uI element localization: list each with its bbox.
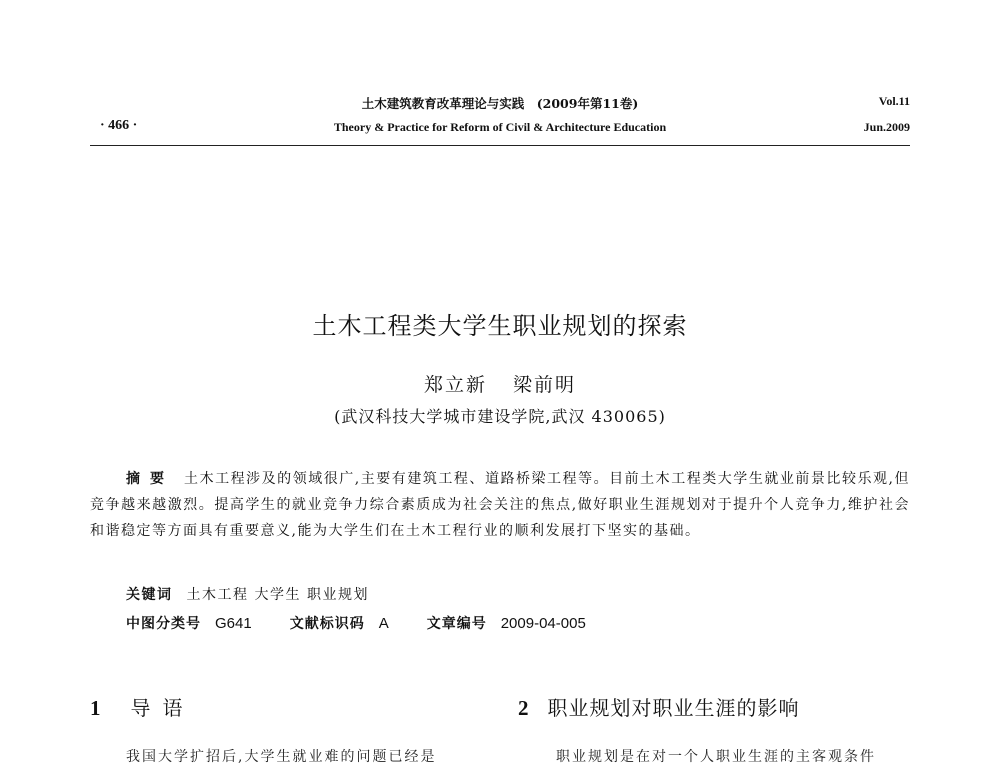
paper-title: 土木工程类大学生职业规划的探索 <box>312 312 688 340</box>
article-no-label: 文章编号 <box>426 616 487 632</box>
author-name: 郑立新 <box>423 374 487 396</box>
keyword: 大学生 <box>254 587 301 603</box>
affiliation: (武汉科技大学城市建设学院,武汉 430065) <box>334 407 666 426</box>
page-number: · 466 · <box>100 118 138 133</box>
doc-code-value: A <box>378 615 389 632</box>
author-list <box>0 370 1000 397</box>
keywords <box>126 584 369 604</box>
body-text-line: 我国大学扩招后,大学生就业难的问题已经是 <box>126 749 437 765</box>
journal-title-en: Theory & Practice for Reform of Civil & Architecture Education <box>333 120 667 134</box>
section-number: 2 <box>518 696 530 720</box>
journal-title-cn: 土木建筑教育改革理论与实践 (2009年第11卷) <box>361 96 639 111</box>
clc-value: G641 <box>215 615 252 632</box>
body-text-line: 职业规划是在对一个人职业生涯的主客观条件 <box>556 749 876 765</box>
section-title: 职业规划对职业生涯的影响 <box>547 696 800 720</box>
abstract-text: 土木工程涉及的领域很广,主要有建筑工程、道路桥梁工程等。目前土木工程类大学生就业前景比较乐观,但竞争越来越激烈。提高学生的就业竞争力综合素质成为社会关注的焦点,做好职业生涯规划对于提升个人竞争力,维护社会和谐稳定等方面具有重要意义,能为大学生们在土木工程行业的顺利发展打下坚实的基础。 <box>90 471 910 539</box>
section-number: 1 <box>90 696 113 720</box>
keyword: 职业规划 <box>307 587 369 603</box>
section-heading <box>90 692 195 721</box>
author-name: 梁前明 <box>513 374 577 396</box>
abstract-label: 摘要 <box>126 471 175 487</box>
abstract <box>90 466 910 544</box>
header-rule <box>90 145 910 146</box>
running-header <box>90 92 910 144</box>
clc-label: 中图分类号 <box>126 616 201 632</box>
article-no-value: 2009-04-005 <box>500 615 586 632</box>
keyword: 土木工程 <box>186 587 249 603</box>
keywords-label: 关键词 <box>126 587 173 603</box>
journal-volume: Vol.11 <box>878 94 910 108</box>
journal-date: Jun.2009 <box>863 120 910 134</box>
section-heading <box>518 692 800 721</box>
doc-code-label: 文献标识码 <box>289 616 365 632</box>
section-title: 导语 <box>130 696 195 720</box>
classification-line <box>126 613 586 633</box>
